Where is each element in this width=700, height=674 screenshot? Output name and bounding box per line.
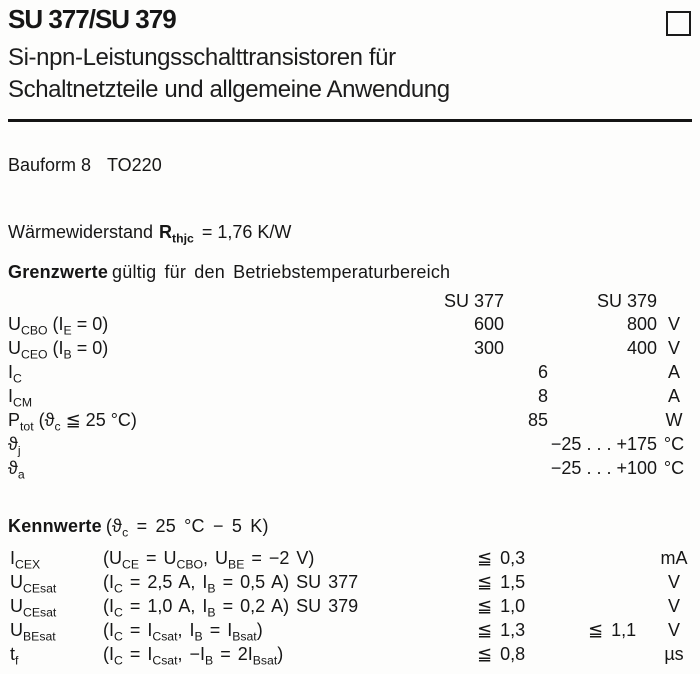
table-row	[0, 386, 700, 410]
table-row	[0, 410, 700, 434]
value-su377: 300	[473, 338, 504, 358]
thermal-value: = 1,76 K/W	[201, 222, 292, 242]
unit: V	[667, 572, 680, 592]
page-title: SU 377/SU 379	[8, 4, 176, 34]
unit: µs	[664, 644, 684, 664]
value-range: −25 . . . +100	[550, 458, 657, 478]
value-su377: 600	[473, 314, 504, 334]
subtitle-line-2: Schaltnetzteile und allgemeine Anwendung	[8, 76, 450, 103]
unit: V	[667, 620, 680, 640]
row-condition: ($I_C = I_{Csat}$, $-I_B = 2I_{Bsat}$)	[103, 644, 284, 668]
kennwerte-heading	[8, 516, 269, 540]
row-label: $U_{CEO}$ $(I_B = 0)$	[8, 338, 109, 362]
unit: mA	[660, 548, 688, 568]
value-common: 85	[527, 410, 548, 430]
row-label: $ϑ_a$	[8, 458, 25, 482]
subtitle-line-1: Si-npn-Leistungsschalttransistoren für	[8, 44, 396, 71]
table-row	[0, 572, 700, 596]
table-row	[0, 314, 700, 338]
row-symbol: $t_f$	[10, 644, 19, 668]
grenzwerte-table	[0, 314, 700, 482]
thermal-label: Wärmewiderstand	[8, 222, 154, 242]
row-label: $P_{tot}$ ($ϑ_c$ ≦ 25 °C)	[8, 410, 137, 434]
unit: V	[667, 338, 680, 358]
column-header-su379: SU 379	[596, 291, 657, 311]
unit: °C	[663, 434, 685, 454]
thermal-symbol: $R_{thjc}$	[159, 222, 194, 246]
bauform-line	[8, 155, 162, 176]
unit: A	[667, 386, 680, 406]
row-condition: ($U_{CE} = U_{CBO}$, $U_{BE} = -2$ V)	[103, 548, 315, 572]
header-divider	[8, 119, 692, 122]
limit-value: ≦ 1,3	[477, 620, 526, 640]
table-row	[0, 620, 700, 644]
grenzwerte-heading-bold: Grenzwerte	[8, 262, 109, 282]
unit: °C	[663, 458, 685, 478]
value-range: −25 . . . +175	[550, 434, 657, 454]
row-symbol: $U_{CEsat}$	[10, 596, 57, 620]
table-row	[0, 434, 700, 458]
row-symbol: $U_{BEsat}$	[10, 620, 56, 644]
value-common: 8	[537, 386, 548, 406]
limit-value: ≦ 0,3	[477, 548, 526, 568]
table-row	[0, 644, 700, 668]
row-label: $I_{CM}$	[8, 386, 33, 410]
table-row	[0, 458, 700, 482]
row-symbol: $U_{CEsat}$	[10, 572, 57, 596]
kennwerte-heading-rest: ($ϑ_c = 25$ °C − 5 K)	[105, 516, 269, 540]
kennwerte-heading-bold: Kennwerte	[8, 516, 102, 536]
table-row	[0, 596, 700, 620]
row-symbol: $I_{CEX}$	[10, 548, 41, 572]
limit-value: ≦ 1,0	[477, 596, 526, 616]
limit-value: ≦ 0,8	[477, 644, 526, 664]
value-su379: 800	[626, 314, 657, 334]
table-row	[0, 338, 700, 362]
grenzwerte-heading-rest: gültig für den Betriebstemperaturbereich	[112, 262, 451, 282]
limit-value: ≦ 1,5	[477, 572, 526, 592]
thermal-resistance-line	[8, 222, 292, 246]
package-name: TO220	[107, 155, 162, 175]
value-su379: 400	[626, 338, 657, 358]
row-condition: ($I_C = 2,5$ A, $I_B = 0,5$ A) SU 377	[103, 572, 359, 596]
limit-value-2: ≦ 1,1	[588, 620, 637, 640]
row-condition: ($I_C = I_{Csat}$, $I_B = I_{Bsat}$)	[103, 620, 263, 644]
row-label: $I_C$	[8, 362, 22, 386]
grenzwerte-heading	[8, 262, 450, 283]
corner-square-icon	[666, 11, 691, 36]
table-row	[0, 362, 700, 386]
row-label: $U_{CBO}$ $(I_E = 0)$	[8, 314, 109, 338]
unit: W	[665, 410, 683, 430]
bauform-label: Bauform 8	[8, 155, 92, 175]
table-row	[0, 548, 700, 572]
kennwerte-table	[0, 548, 700, 668]
unit: V	[667, 314, 680, 334]
value-common: 6	[537, 362, 548, 382]
row-label: $ϑ_j$	[8, 434, 21, 458]
unit: V	[667, 596, 680, 616]
column-header-su377: SU 377	[443, 291, 504, 311]
row-condition: ($I_C = 1,0$ A, $I_B = 0,2$ A) SU 379	[103, 596, 359, 620]
unit: A	[667, 362, 680, 382]
